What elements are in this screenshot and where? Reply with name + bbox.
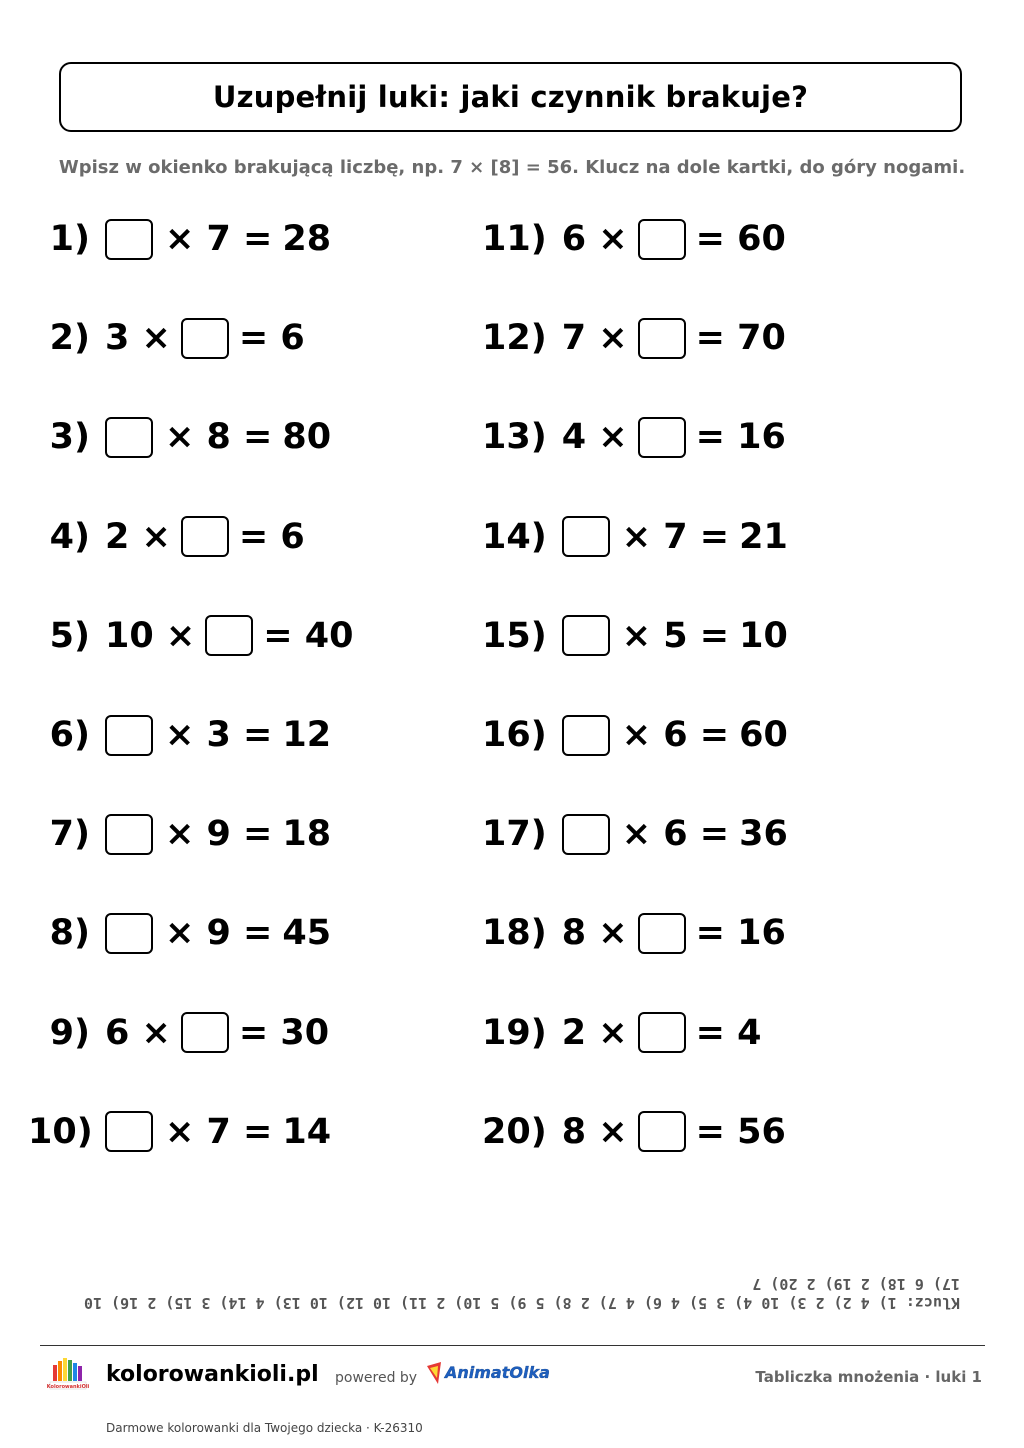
factor-text: 8 × bbox=[561, 1111, 628, 1152]
result-text: = 40 bbox=[263, 615, 354, 656]
result-text: 28 bbox=[282, 219, 332, 259]
problem-item bbox=[482, 514, 788, 560]
answer-box[interactable] bbox=[105, 417, 153, 458]
brand-name: AnimatOlka bbox=[445, 1363, 550, 1382]
answer-box[interactable] bbox=[638, 318, 686, 359]
answer-box[interactable] bbox=[638, 219, 686, 260]
operator-text: × 9 = bbox=[165, 913, 273, 954]
problem-item bbox=[482, 613, 788, 659]
factor-text: 7 × bbox=[561, 318, 628, 359]
kolorowankioli-logo-icon bbox=[47, 1355, 89, 1395]
problem-number: 19) bbox=[482, 1012, 547, 1053]
answer-key-line-2: 17) 6 18) 2 19) 2 20) 7 bbox=[752, 1275, 960, 1293]
problem-number: 18) bbox=[482, 913, 547, 954]
result-text: = 60 bbox=[695, 219, 786, 259]
problem-item bbox=[482, 1010, 761, 1056]
problem-item bbox=[482, 811, 788, 857]
powered-by-label: powered by bbox=[335, 1370, 418, 1386]
problem-number: 11) bbox=[482, 219, 547, 259]
result-text: 36 bbox=[739, 814, 788, 855]
result-text: = 70 bbox=[695, 318, 786, 359]
operator-text: × 6 = bbox=[621, 715, 730, 755]
problem-item bbox=[28, 1109, 331, 1155]
result-text: = 16 bbox=[695, 417, 786, 458]
problem-number: 12) bbox=[482, 318, 547, 359]
operator-text: × 6 = bbox=[621, 814, 730, 855]
worksheet-series-label: Tabliczka mnożenia · luki 1 bbox=[755, 1368, 982, 1386]
answer-box[interactable] bbox=[181, 1012, 229, 1053]
problem-item bbox=[482, 1109, 786, 1155]
result-text: = 30 bbox=[238, 1012, 330, 1053]
problem-item bbox=[28, 216, 331, 262]
operator-text: × 9 = bbox=[165, 814, 273, 855]
problem-number: 13) bbox=[482, 417, 547, 458]
answer-box[interactable] bbox=[105, 219, 153, 260]
problem-number: 17) bbox=[482, 814, 547, 855]
answer-box[interactable] bbox=[181, 318, 229, 359]
instruction-text: Wpisz w okienko brakującą liczbę, np. 7 × [8] = 56. Klucz na dole kartki, do góry nogami. bbox=[58, 157, 966, 178]
problem-number: 5) bbox=[49, 615, 90, 656]
problem-number: 16) bbox=[482, 715, 547, 755]
problem-item bbox=[28, 315, 305, 361]
factor-text: 4 × bbox=[561, 417, 628, 458]
answer-box[interactable] bbox=[562, 715, 610, 756]
result-text: 10 bbox=[739, 615, 788, 656]
operator-text: × 3 = bbox=[165, 715, 273, 755]
problem-number: 6) bbox=[49, 715, 90, 755]
answer-box[interactable] bbox=[562, 516, 610, 557]
problem-item bbox=[28, 1010, 329, 1056]
result-text: = 6 bbox=[238, 318, 305, 359]
answer-box[interactable] bbox=[181, 516, 229, 557]
answer-box[interactable] bbox=[638, 1012, 686, 1053]
problem-item bbox=[28, 811, 331, 857]
answer-box[interactable] bbox=[638, 1111, 686, 1152]
answer-key-line-1: Klucz: 1) 4 2) 2 3) 10 4) 3 5) 4 6) 4 7) 2 8) 5 9) 5 10) 2 11) 10 12) 10 13) 4 14) 3 15) 2 16) 10 bbox=[84, 1294, 960, 1312]
result-text: = 16 bbox=[695, 913, 786, 954]
site-name-link[interactable]: kolorowankioli.pl bbox=[106, 1362, 319, 1387]
problem-number: 10) bbox=[28, 1111, 93, 1152]
operator-text: × 7 = bbox=[165, 1111, 273, 1152]
problem-item bbox=[28, 414, 331, 460]
problem-number: 1) bbox=[49, 219, 90, 259]
result-text: = 56 bbox=[695, 1111, 786, 1152]
problem-number: 2) bbox=[49, 318, 90, 359]
answer-box[interactable] bbox=[105, 715, 153, 756]
footer-divider bbox=[40, 1345, 985, 1346]
factor-text: 3 × bbox=[105, 318, 171, 359]
factor-text: 8 × bbox=[561, 913, 628, 954]
answer-key-upside-down bbox=[84, 1272, 960, 1312]
problem-item bbox=[482, 216, 786, 262]
problem-number: 20) bbox=[482, 1111, 547, 1152]
problem-number: 7) bbox=[49, 814, 90, 855]
result-text: 14 bbox=[282, 1111, 332, 1152]
problem-number: 3) bbox=[49, 417, 90, 458]
answer-box[interactable] bbox=[105, 913, 153, 954]
problem-number: 15) bbox=[482, 615, 547, 656]
result-text: = 6 bbox=[238, 516, 305, 557]
answer-box[interactable] bbox=[638, 913, 686, 954]
operator-text: × 7 = bbox=[621, 516, 730, 557]
answer-box[interactable] bbox=[562, 814, 610, 855]
factor-text: 6 × bbox=[561, 219, 628, 259]
result-text: 60 bbox=[739, 715, 788, 755]
operator-text: × 5 = bbox=[621, 615, 730, 656]
factor-text: 10 × bbox=[105, 615, 196, 656]
problem-item bbox=[482, 712, 788, 758]
problem-number: 9) bbox=[49, 1012, 90, 1053]
result-text: 12 bbox=[282, 715, 332, 755]
problem-number: 4) bbox=[49, 516, 90, 557]
problem-item bbox=[28, 910, 331, 956]
worksheet-title: Uzupełnij luki: jaki czynnik brakuje? bbox=[212, 80, 809, 114]
problem-item bbox=[28, 613, 353, 659]
problem-number: 14) bbox=[482, 516, 547, 557]
factor-text: 2 × bbox=[561, 1012, 628, 1053]
result-text: 45 bbox=[282, 913, 332, 954]
problem-item bbox=[28, 514, 305, 560]
result-text: 80 bbox=[282, 417, 332, 458]
problem-item bbox=[482, 414, 786, 460]
answer-box[interactable] bbox=[562, 615, 610, 656]
result-text: = 4 bbox=[695, 1012, 762, 1053]
answer-box[interactable] bbox=[205, 615, 253, 656]
problem-number: 8) bbox=[49, 913, 90, 954]
title-box bbox=[59, 62, 962, 132]
answer-box[interactable] bbox=[105, 814, 153, 855]
animatolka-logo[interactable] bbox=[425, 1358, 550, 1388]
factor-text: 2 × bbox=[105, 516, 171, 557]
answer-box[interactable] bbox=[638, 417, 686, 458]
problem-item bbox=[28, 712, 331, 758]
footer-tagline: Darmowe kolorowanki dla Twojego dziecka · K-26310 bbox=[106, 1421, 423, 1435]
result-text: 21 bbox=[739, 516, 788, 557]
operator-text: × 7 = bbox=[165, 219, 273, 259]
problem-item bbox=[482, 315, 786, 361]
result-text: 18 bbox=[282, 814, 332, 855]
problem-item bbox=[482, 910, 786, 956]
factor-text: 6 × bbox=[105, 1012, 171, 1053]
logo-text: KolorowankiOli bbox=[46, 1384, 90, 1390]
operator-text: × 8 = bbox=[165, 417, 273, 458]
answer-box[interactable] bbox=[105, 1111, 153, 1152]
